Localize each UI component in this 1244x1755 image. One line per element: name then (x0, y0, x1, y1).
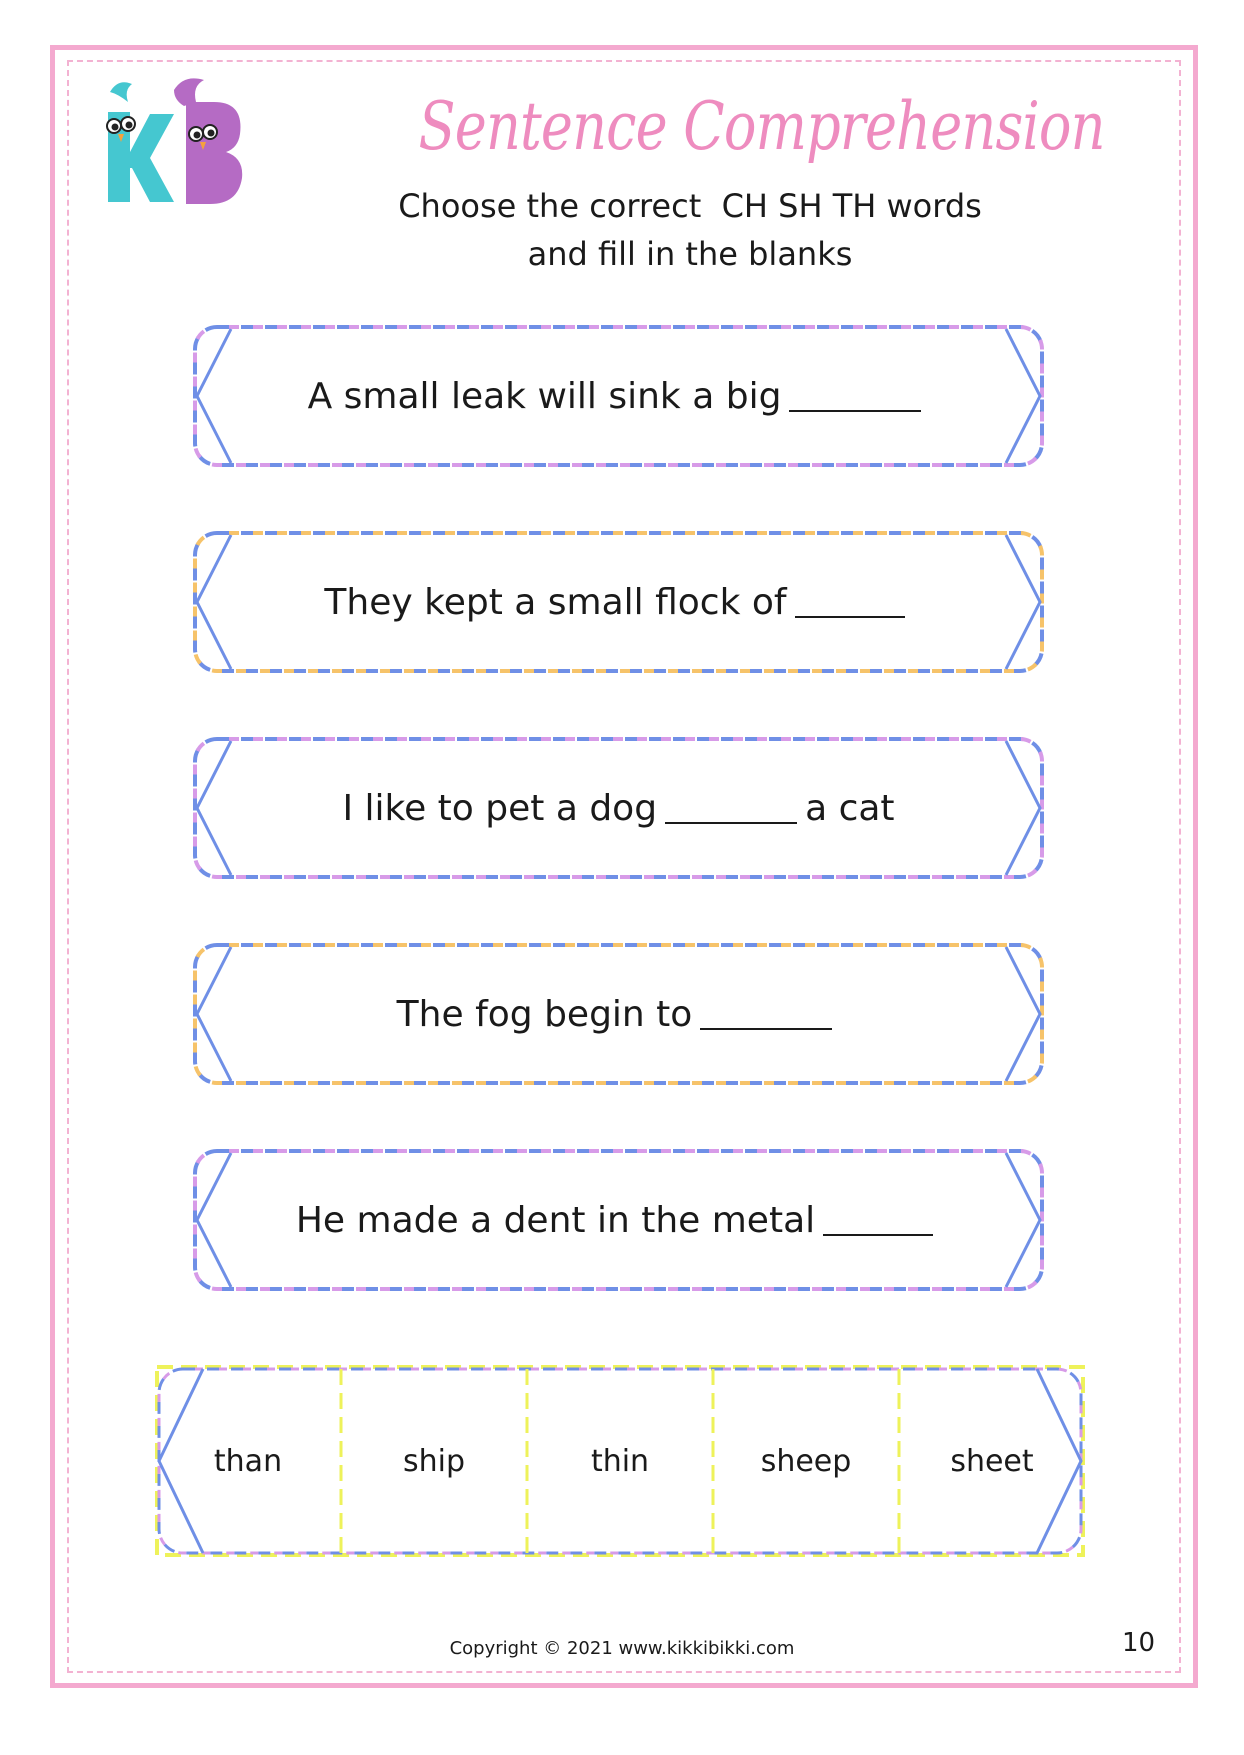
word-option-sheet[interactable]: sheet (950, 1443, 1034, 1479)
sentence-text (193, 943, 1044, 1085)
sentence-part: The fog begin to (396, 993, 693, 1035)
sentence-card-2 (193, 531, 1044, 673)
sentence-text (193, 325, 1044, 467)
word-option-sheep[interactable]: sheep (760, 1443, 852, 1479)
copyright-notice: Copyright © 2021 www.kikkibikki.com (449, 1638, 795, 1659)
answer-blank[interactable] (795, 586, 905, 618)
word-bank-cells (155, 1365, 1085, 1557)
word-option-thin[interactable]: thin (590, 1443, 650, 1479)
sentence-card-1 (193, 325, 1044, 467)
answer-blank[interactable] (823, 1204, 933, 1236)
sentence-card-4 (193, 943, 1044, 1085)
answer-blank[interactable] (789, 380, 921, 412)
sentence-text (193, 737, 1044, 879)
page-title: Sentence Comprehension (418, 88, 1105, 165)
sentence-part: He made a dent in the metal (295, 1199, 816, 1241)
sentence-card-3 (193, 737, 1044, 879)
sentence-part: I like to pet a dog (342, 787, 658, 829)
sentence-part: They kept a small flock of (324, 581, 787, 623)
sentence-text (193, 531, 1044, 673)
word-option-ship[interactable]: ship (402, 1443, 466, 1479)
kb-logo (88, 72, 248, 212)
page-number: 10 (1122, 1628, 1156, 1658)
instructions-line-2: and fill in the blanks (527, 235, 853, 273)
sentence-card-5 (193, 1149, 1044, 1291)
sentence-text (193, 1149, 1044, 1291)
answer-blank[interactable] (665, 792, 797, 824)
sentence-part: A small leak will sink a big (307, 375, 782, 417)
sentence-part-after: a cat (805, 787, 895, 829)
instructions-line-1: Choose the correct CH SH TH words (398, 187, 982, 225)
word-bank (155, 1365, 1085, 1557)
answer-blank[interactable] (700, 998, 832, 1030)
word-option-than[interactable]: than (213, 1443, 283, 1479)
instructions (340, 182, 1040, 278)
